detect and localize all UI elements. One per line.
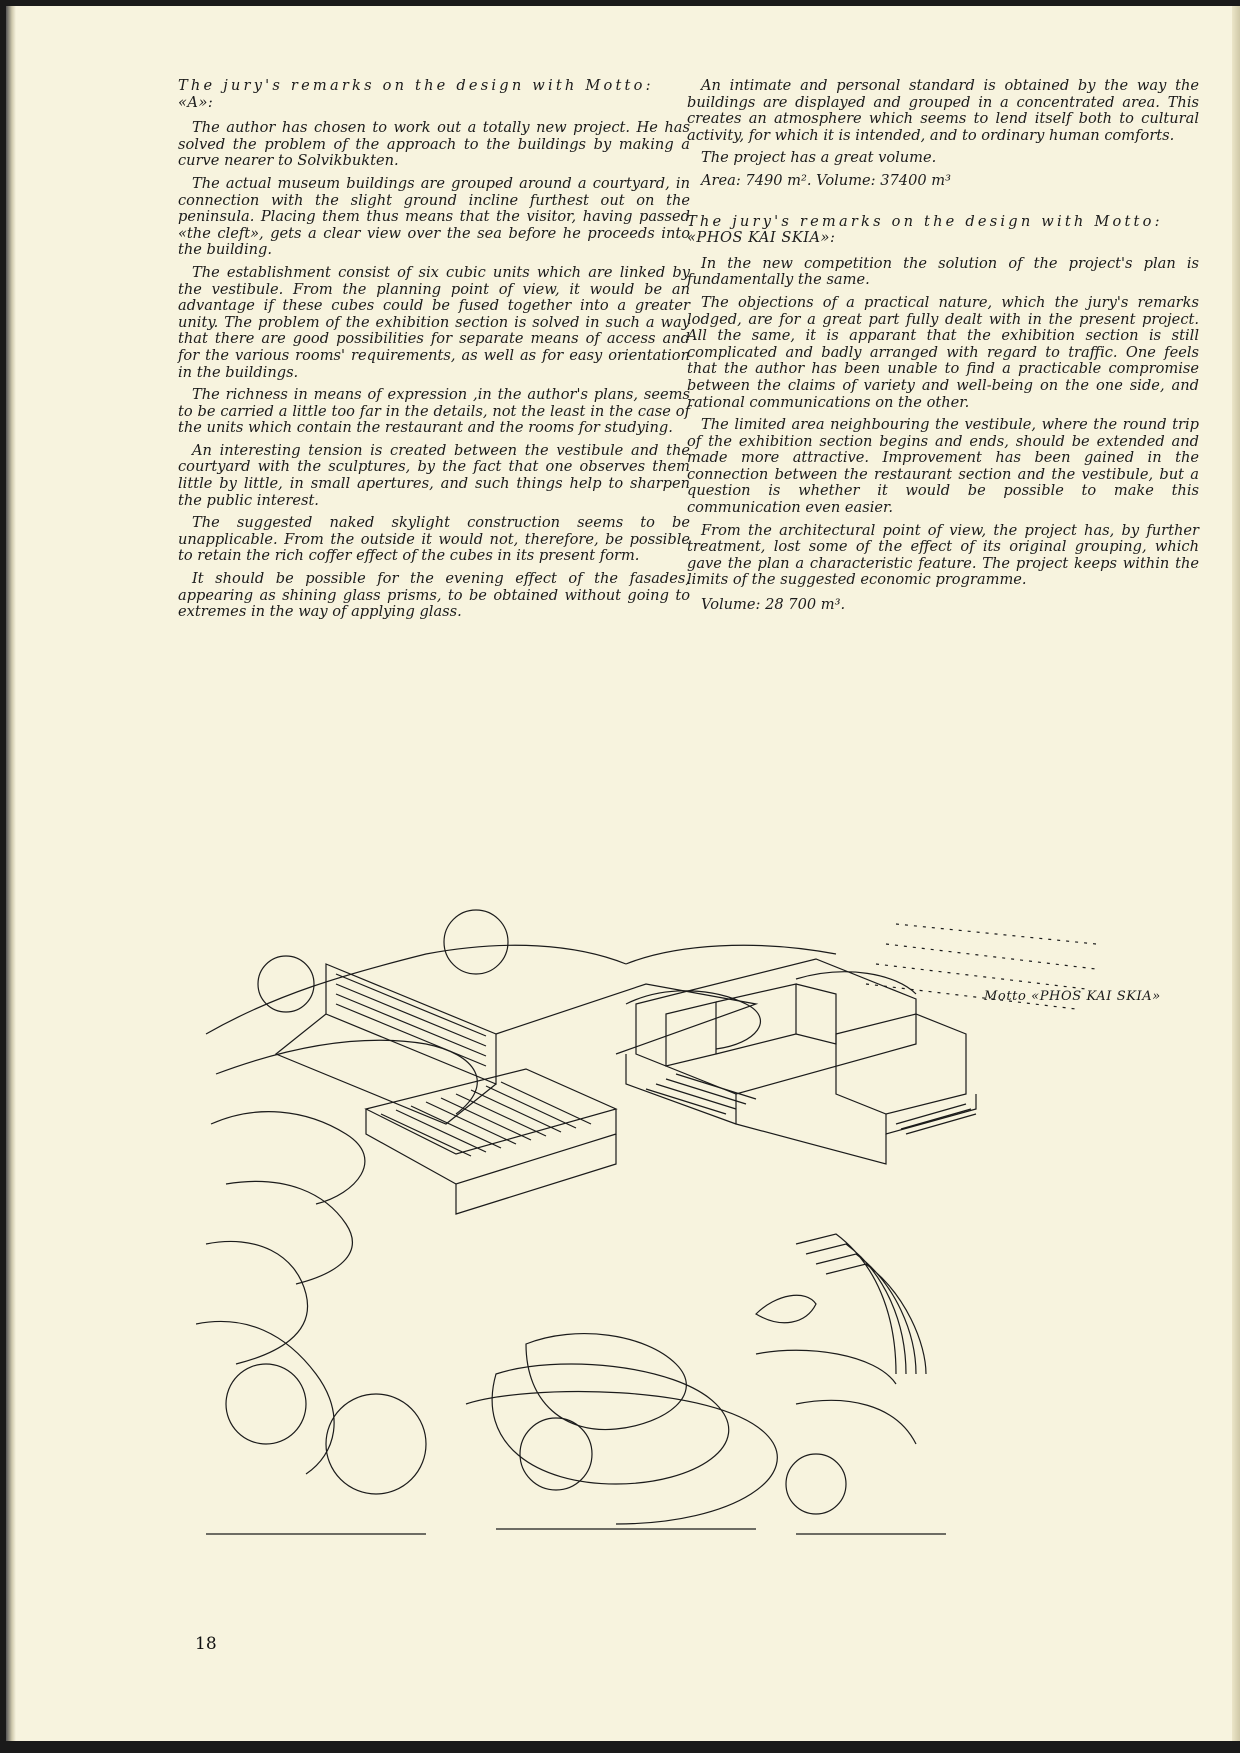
page-fore-edge — [1232, 6, 1240, 1741]
paragraph: It should be possible for the evening effect of the fasades, appearing as shining glass prisms, to be obtained without going to extremes in the way of applying glass. — [178, 570, 690, 621]
terrain-contour — [526, 1334, 686, 1430]
paragraph: The richness in means of expression ,in the author's plans, seems to be carried a little too far in the details, not the least in the case of the units which contain the restaurant and the rooms for studying. — [178, 386, 690, 437]
heading-motto: «A»: — [178, 93, 214, 111]
tree — [786, 1454, 846, 1514]
terrain-contour — [196, 1321, 334, 1474]
left-column — [178, 78, 690, 627]
tree — [226, 1364, 306, 1444]
paragraph: From the architectural point of view, the project has, by further treatment, lost some of the effect of its original grouping, which gave the plan a characteristic feature. The project keeps within the limits of the suggested economic programme. — [687, 521, 1199, 589]
paragraph: The project has a great volume. — [701, 149, 937, 167]
paragraph: The limited area neighbouring the vestibule, where the round trip of the exhibition section begins and ends, should be extended and made more attractive. Improvement has been gained in the connection between the restaurant section and the vestibule, but a question is whether it would be possible to make this communication even easier. — [687, 416, 1199, 517]
heading-motto-a — [178, 78, 690, 111]
terrain-contour — [206, 945, 626, 1034]
terrain-contour — [492, 1364, 729, 1484]
tree — [444, 910, 508, 974]
paragraph: An intimate and personal standard is obtained by the way the buildings are displayed and grouped in a concentrated area. This creates an atmosphere which seems to lend itself both to cultural activity, for which it is intended, and to ordinary human comforts. — [687, 77, 1199, 144]
terrain-contour — [756, 1350, 896, 1384]
terrain-contour — [216, 1040, 477, 1114]
heading-motto-phos-kai-skia — [687, 214, 1199, 247]
document-page — [6, 6, 1240, 1741]
heading-motto: «PHOS KAI SKIA»: — [687, 229, 836, 247]
paragraph: The actual museum buildings are grouped around a courtyard, in connection with the slight ground incline furthest out on the peninsula. Placing them thus means that the visitor, having passed «the cleft», gets a clear view over the sea before he proceeds into the building. — [178, 174, 690, 259]
page-number: 18 — [195, 1634, 217, 1654]
tree — [258, 956, 314, 1012]
area-volume: Area: 7490 m². Volume: 37400 m³ — [701, 171, 951, 189]
paragraph: In the new competition the solution of the project's plan is fundamentally the same. — [687, 254, 1199, 289]
figure-caption: Motto «PHOS KAI SKIA» — [984, 989, 1161, 1004]
heading-text: The jury's remarks on the design with Motto: — [687, 212, 1163, 230]
building-complex-right — [636, 959, 916, 1094]
field-hatching — [866, 924, 1096, 1009]
terrain-contour — [206, 1241, 308, 1364]
architectural-sketch — [196, 884, 1186, 1544]
paragraph: The author has chosen to work out a totally new project. He has solved the problem of the approach to the buildings by making a curve nearer to Solvikbukten. — [178, 119, 690, 170]
right-column — [687, 78, 1199, 620]
terrain-contour — [626, 991, 760, 1049]
terrain-contour — [211, 1112, 365, 1204]
page-binding-edge — [6, 6, 16, 1741]
volume: Volume: 28 700 m³. — [701, 596, 846, 614]
paragraph: The establishment consist of six cubic units which are linked by the vestibule. From the planning point of view, it would be an advantage if these cubes could be fused together into a greater unity. The problem of the exhibition section is solved in such a way that there are good possibilities for separate means of access and for the various rooms' requirements, as well as for easy orientation in the buildings. — [178, 263, 690, 381]
tree — [326, 1394, 426, 1494]
terrain-contour — [796, 1400, 916, 1444]
heading-text: The jury's remarks on the design with Motto: — [178, 77, 654, 94]
terrain-contour — [466, 1392, 777, 1524]
paragraph: The suggested naked skylight construction seems to be unapplicable. From the outside it would not, therefore, be possible to retain the rich coffer effect of the cubes in its present form. — [178, 514, 690, 565]
tree — [520, 1418, 592, 1490]
terrain-contour — [626, 945, 836, 964]
paragraph: The objections of a practical nature, which the jury's remarks lodged, are for a great part fully dealt with in the present project. All the same, it is apparant that the exhibition section is still complicated and badly arranged with regard to traffic. One feels that the author has been unable to find a practicable compromise between the claims of variety and well-being on the one side, and rational communications on the other. — [687, 293, 1199, 411]
paragraph: An interesting tension is created between the vestibule and the courtyard with the sculptures, by the fact that one observes them little by little, in small apertures, and such things help to sharpen the public interest. — [178, 441, 690, 509]
terrain-contour — [226, 1181, 352, 1284]
